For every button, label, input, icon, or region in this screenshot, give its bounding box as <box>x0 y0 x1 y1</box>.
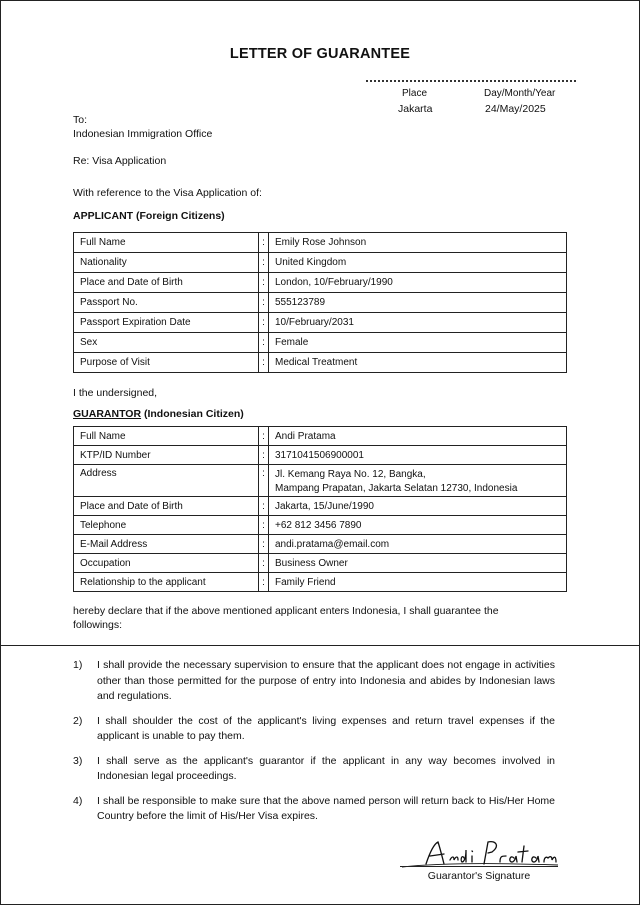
row-label: Purpose of Visit <box>74 353 259 373</box>
item-number: 2) <box>73 714 83 727</box>
re-line: Re: Visa Application <box>73 155 167 167</box>
row-sep: : <box>259 333 269 353</box>
guarantor-heading <box>73 408 244 420</box>
table-row <box>74 253 567 273</box>
row-sep: : <box>259 233 269 253</box>
page-divider <box>0 645 640 646</box>
place-value: Jakarta <box>398 103 433 115</box>
list-item <box>73 754 555 785</box>
date-value: 24/May/2025 <box>485 103 546 115</box>
row-sep: : <box>259 273 269 293</box>
row-sep: : <box>259 554 269 573</box>
row-value: Business Owner <box>269 554 567 573</box>
table-row <box>74 535 567 554</box>
item-number: 4) <box>73 794 83 807</box>
to-label: To: <box>73 114 88 126</box>
table-row <box>74 497 567 516</box>
guarantee-list <box>73 658 555 834</box>
row-value: andi.pratama@email.com <box>269 535 567 554</box>
row-value: Female <box>269 333 567 353</box>
table-row <box>74 313 567 333</box>
applicant-heading: APPLICANT (Foreign Citizens) <box>73 210 225 222</box>
row-label: E-Mail Address <box>74 535 259 554</box>
row-sep: : <box>259 497 269 516</box>
row-label: Passport No. <box>74 293 259 313</box>
signature-line <box>400 866 558 867</box>
place-date-dotted-line <box>366 72 576 82</box>
row-label: Occupation <box>74 554 259 573</box>
row-label: Place and Date of Birth <box>74 497 259 516</box>
item-text: I shall be responsible to make sure that the above named person will return back to His/Her Home Country before the limit of His/Her Visa expires. <box>97 794 555 822</box>
row-label: Telephone <box>74 516 259 535</box>
row-label: Passport Expiration Date <box>74 313 259 333</box>
row-value: Jakarta, 15/June/1990 <box>269 497 567 516</box>
date-label: Day/Month/Year <box>484 88 556 99</box>
guarantor-heading-sub: (Indonesian Citizen) <box>141 408 244 420</box>
table-row <box>74 554 567 573</box>
table-row <box>74 465 567 497</box>
table-row <box>74 573 567 592</box>
row-label: Sex <box>74 333 259 353</box>
item-text: I shall serve as the applicant's guarantor if the applicant in any way becomes involved in Indonesian legal proceedings. <box>97 754 555 782</box>
row-value: +62 812 3456 7890 <box>269 516 567 535</box>
handwritten-signature <box>400 838 560 868</box>
row-value: Medical Treatment <box>269 353 567 373</box>
row-label: Full Name <box>74 427 259 446</box>
row-sep: : <box>259 465 269 497</box>
guarantor-table <box>73 426 567 592</box>
row-value: United Kingdom <box>269 253 567 273</box>
item-text: I shall provide the necessary supervision to ensure that the applicant does not engage in activities other than those permitted for the purpose of entry into Indonesia and abides by Indonesian laws and regulations. <box>97 659 555 702</box>
place-label: Place <box>402 88 428 99</box>
guarantor-heading-main: GUARANTOR <box>73 408 142 420</box>
row-value: Family Friend <box>269 573 567 592</box>
row-value: London, 10/February/1990 <box>269 273 567 293</box>
table-row <box>74 516 567 535</box>
row-sep: : <box>259 446 269 465</box>
list-item <box>73 794 555 825</box>
row-sep: : <box>259 353 269 373</box>
row-sep: : <box>259 293 269 313</box>
row-label: Address <box>74 465 259 497</box>
undersigned-line: I the undersigned, <box>73 387 158 399</box>
row-label: Relationship to the applicant <box>74 573 259 592</box>
applicant-table <box>73 232 567 373</box>
row-value: Emily Rose Johnson <box>269 233 567 253</box>
list-item <box>73 714 555 745</box>
table-row <box>74 333 567 353</box>
row-sep: : <box>259 427 269 446</box>
table-row <box>74 273 567 293</box>
item-text: I shall shoulder the cost of the applicant's living expenses and return travel expenses if the applicant is unable to pay them. <box>97 714 555 742</box>
row-sep: : <box>259 516 269 535</box>
row-label: Nationality <box>74 253 259 273</box>
table-row <box>74 427 567 446</box>
recipient: Indonesian Immigration Office <box>73 128 213 140</box>
row-value: 555123789 <box>269 293 567 313</box>
table-row <box>74 293 567 313</box>
table-row <box>74 233 567 253</box>
row-sep: : <box>259 535 269 554</box>
row-sep: : <box>259 573 269 592</box>
signature-label: Guarantor's Signature <box>427 870 531 882</box>
item-number: 1) <box>73 659 83 671</box>
item-number: 3) <box>73 754 83 767</box>
address-line-1: Jl. Kemang Raya No. 12, Bangka, <box>275 469 426 480</box>
document-title: LETTER OF GUARANTEE <box>229 46 411 62</box>
list-item <box>73 658 555 705</box>
row-label: KTP/ID Number <box>74 446 259 465</box>
row-sep: : <box>259 253 269 273</box>
row-sep: : <box>259 313 269 333</box>
row-value: 10/February/2031 <box>269 313 567 333</box>
declaration: hereby declare that if the above mentioned applicant enters Indonesia, I shall guarantee the followings: <box>73 605 499 631</box>
row-value: 3171041506900001 <box>269 446 567 465</box>
row-label: Full Name <box>74 233 259 253</box>
address-line-2: Mampang Prapatan, Jakarta Selatan 12730, Indonesia <box>275 483 518 494</box>
table-row <box>74 353 567 373</box>
table-row <box>74 446 567 465</box>
row-value: Andi Pratama <box>269 427 567 446</box>
reference-line: With reference to the Visa Application of: <box>73 187 262 199</box>
row-label: Place and Date of Birth <box>74 273 259 293</box>
